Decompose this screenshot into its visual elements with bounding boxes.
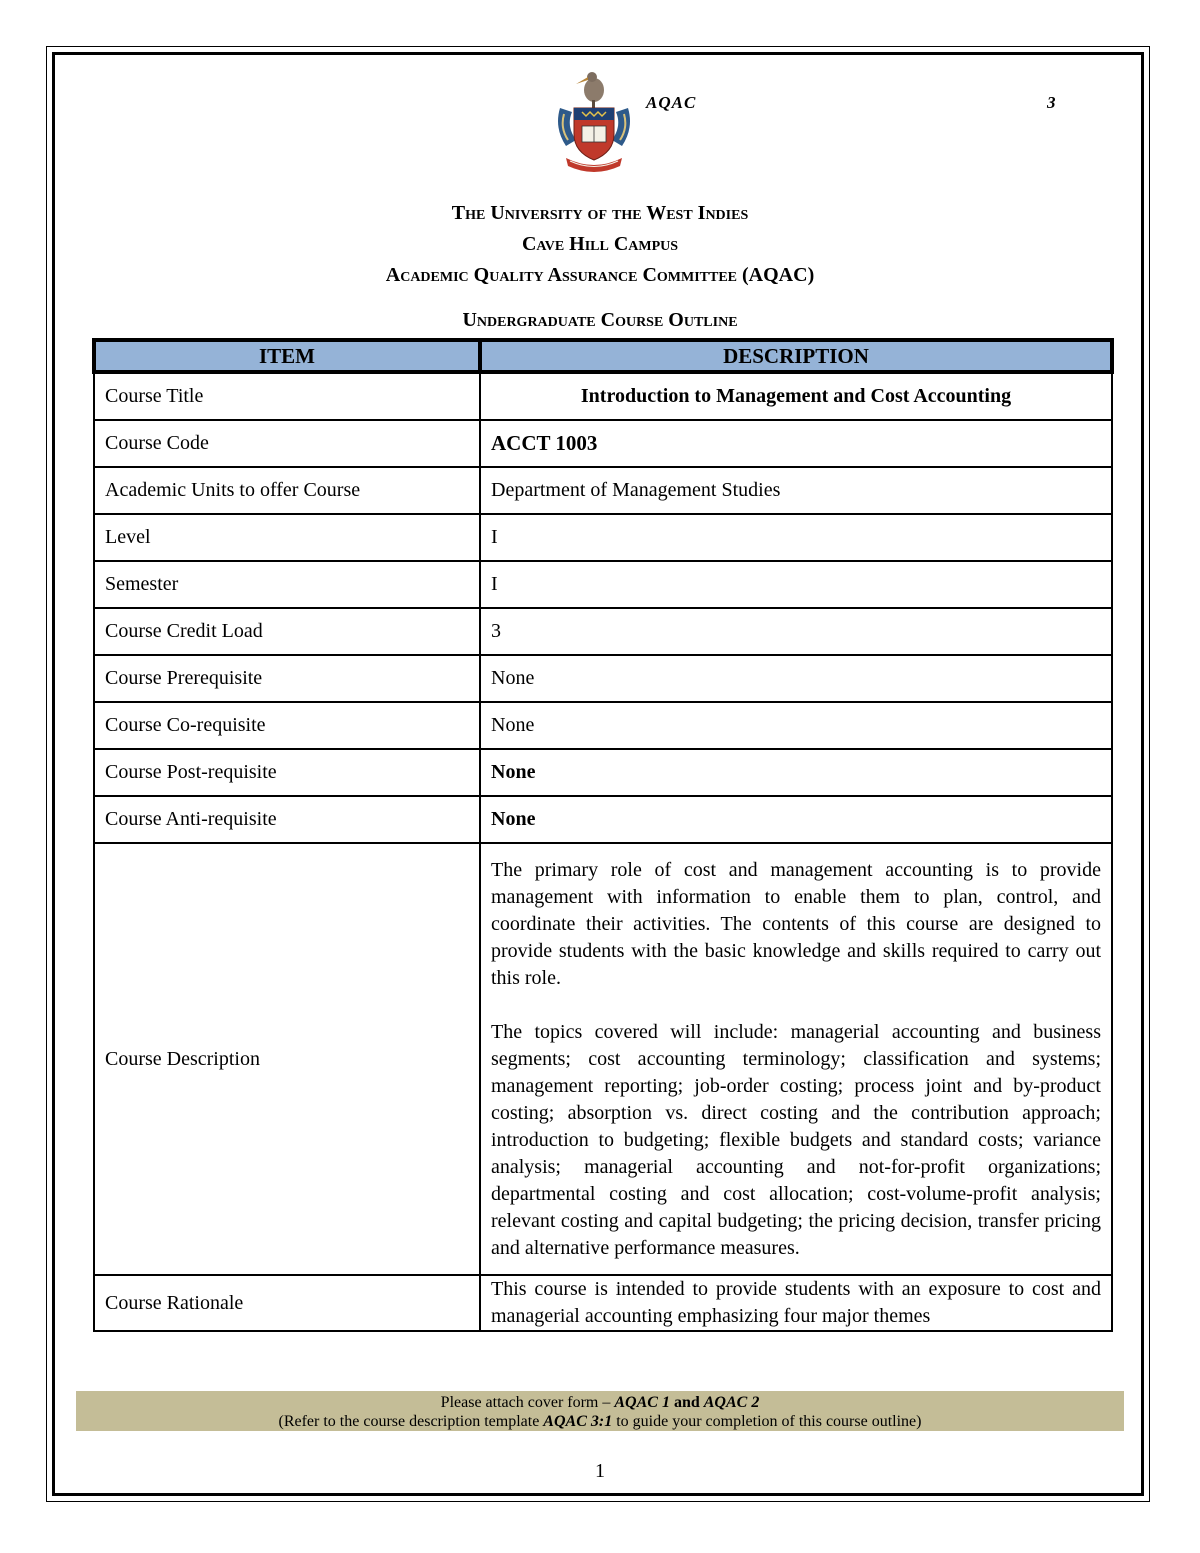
row-label: Course Title bbox=[94, 372, 480, 420]
prerequisite-value: None bbox=[480, 655, 1112, 702]
campus-name: Cave Hill Campus bbox=[521, 233, 679, 255]
row-label: Course Co-requisite bbox=[94, 702, 480, 749]
table-row bbox=[94, 467, 1112, 514]
row-label: Course Prerequisite bbox=[94, 655, 480, 702]
row-label: Semester bbox=[94, 561, 480, 608]
table-row bbox=[94, 655, 1112, 702]
form-ref: AQAC 2 bbox=[703, 1394, 760, 1411]
row-label: Course Description bbox=[94, 843, 480, 1275]
row-label: Course Anti-requisite bbox=[94, 796, 480, 843]
course-description-value bbox=[480, 843, 1112, 1275]
table-row bbox=[94, 420, 1112, 467]
footer-line-2: (Refer to the course description template AQAC 3:1 to guide your completion of this course outline) bbox=[278, 1413, 922, 1430]
course-rationale-value: This course is intended to provide students with an exposure to cost and managerial accounting emphasizing four major themes bbox=[480, 1275, 1112, 1331]
row-label: Course Post-requisite bbox=[94, 749, 480, 796]
postrequisite-value: None bbox=[480, 749, 1112, 796]
course-title-value: Introduction to Management and Cost Accounting bbox=[480, 372, 1112, 420]
footer-line-1: Please attach cover form – AQAC 1 and AQAC 2 bbox=[440, 1394, 760, 1411]
table-row bbox=[94, 1275, 1112, 1331]
form-ref: AQAC 3:1 bbox=[543, 1413, 613, 1430]
table-row bbox=[94, 608, 1112, 655]
document-title: Undergraduate Course Outline bbox=[462, 309, 738, 331]
page-number: 1 bbox=[595, 1460, 605, 1482]
description-paragraph: The primary role of cost and management accounting is to provide management with information to enable them to plan, control, and coordinate their activities. The contents of this course are designed to provide students with the basic knowledge and skills required to carry out this role. bbox=[491, 858, 1101, 989]
description-paragraph: The topics covered will include: managerial accounting and business segments; cost accounting terminology; classification and systems; management reporting; job-order costing; process joint and by-product costing; absorption vs. direct costing and the contribution approach; introduction to budgeting; flexible budgets and standard costs; variance analysis; managerial accounting and not-for-profit organizations; departmental costing and cost allocation; cost-volume-profit analysis; relevant costing and capital budgeting; the pricing decision, transfer pricing and alternative performance measures. bbox=[491, 1020, 1101, 1259]
form-ref: AQAC 1 bbox=[614, 1394, 670, 1411]
row-label: Course Code bbox=[94, 420, 480, 467]
table-header-row bbox=[94, 340, 1112, 372]
row-label: Academic Units to offer Course bbox=[94, 467, 480, 514]
university-crest-logo bbox=[552, 68, 636, 174]
university-name: The University of the West Indies bbox=[451, 202, 749, 224]
form-number: 3 bbox=[1047, 93, 1056, 112]
credit-load-value: 3 bbox=[480, 608, 1112, 655]
description-column-header: DESCRIPTION bbox=[480, 340, 1112, 372]
academic-units-value: Department of Management Studies bbox=[480, 467, 1112, 514]
committee-name: Academic Quality Assurance Committee (AQAC) bbox=[385, 264, 815, 286]
table-row bbox=[94, 561, 1112, 608]
table-row bbox=[94, 372, 1112, 420]
course-outline-table bbox=[92, 338, 1114, 1332]
row-label: Course Credit Load bbox=[94, 608, 480, 655]
table-row bbox=[94, 514, 1112, 561]
level-value: I bbox=[480, 514, 1112, 561]
table-row bbox=[94, 796, 1112, 843]
footer-instructions bbox=[76, 1391, 1124, 1431]
row-label: Course Rationale bbox=[94, 1275, 480, 1331]
row-label: Level bbox=[94, 514, 480, 561]
semester-value: I bbox=[480, 561, 1112, 608]
corequisite-value: None bbox=[480, 702, 1112, 749]
table-row bbox=[94, 749, 1112, 796]
committee-abbrev: AQAC bbox=[646, 93, 697, 112]
table-row bbox=[94, 702, 1112, 749]
item-column-header: ITEM bbox=[94, 340, 480, 372]
antirequisite-value: None bbox=[480, 796, 1112, 843]
table-row bbox=[94, 843, 1112, 1275]
course-code-value: ACCT 1003 bbox=[480, 420, 1112, 467]
